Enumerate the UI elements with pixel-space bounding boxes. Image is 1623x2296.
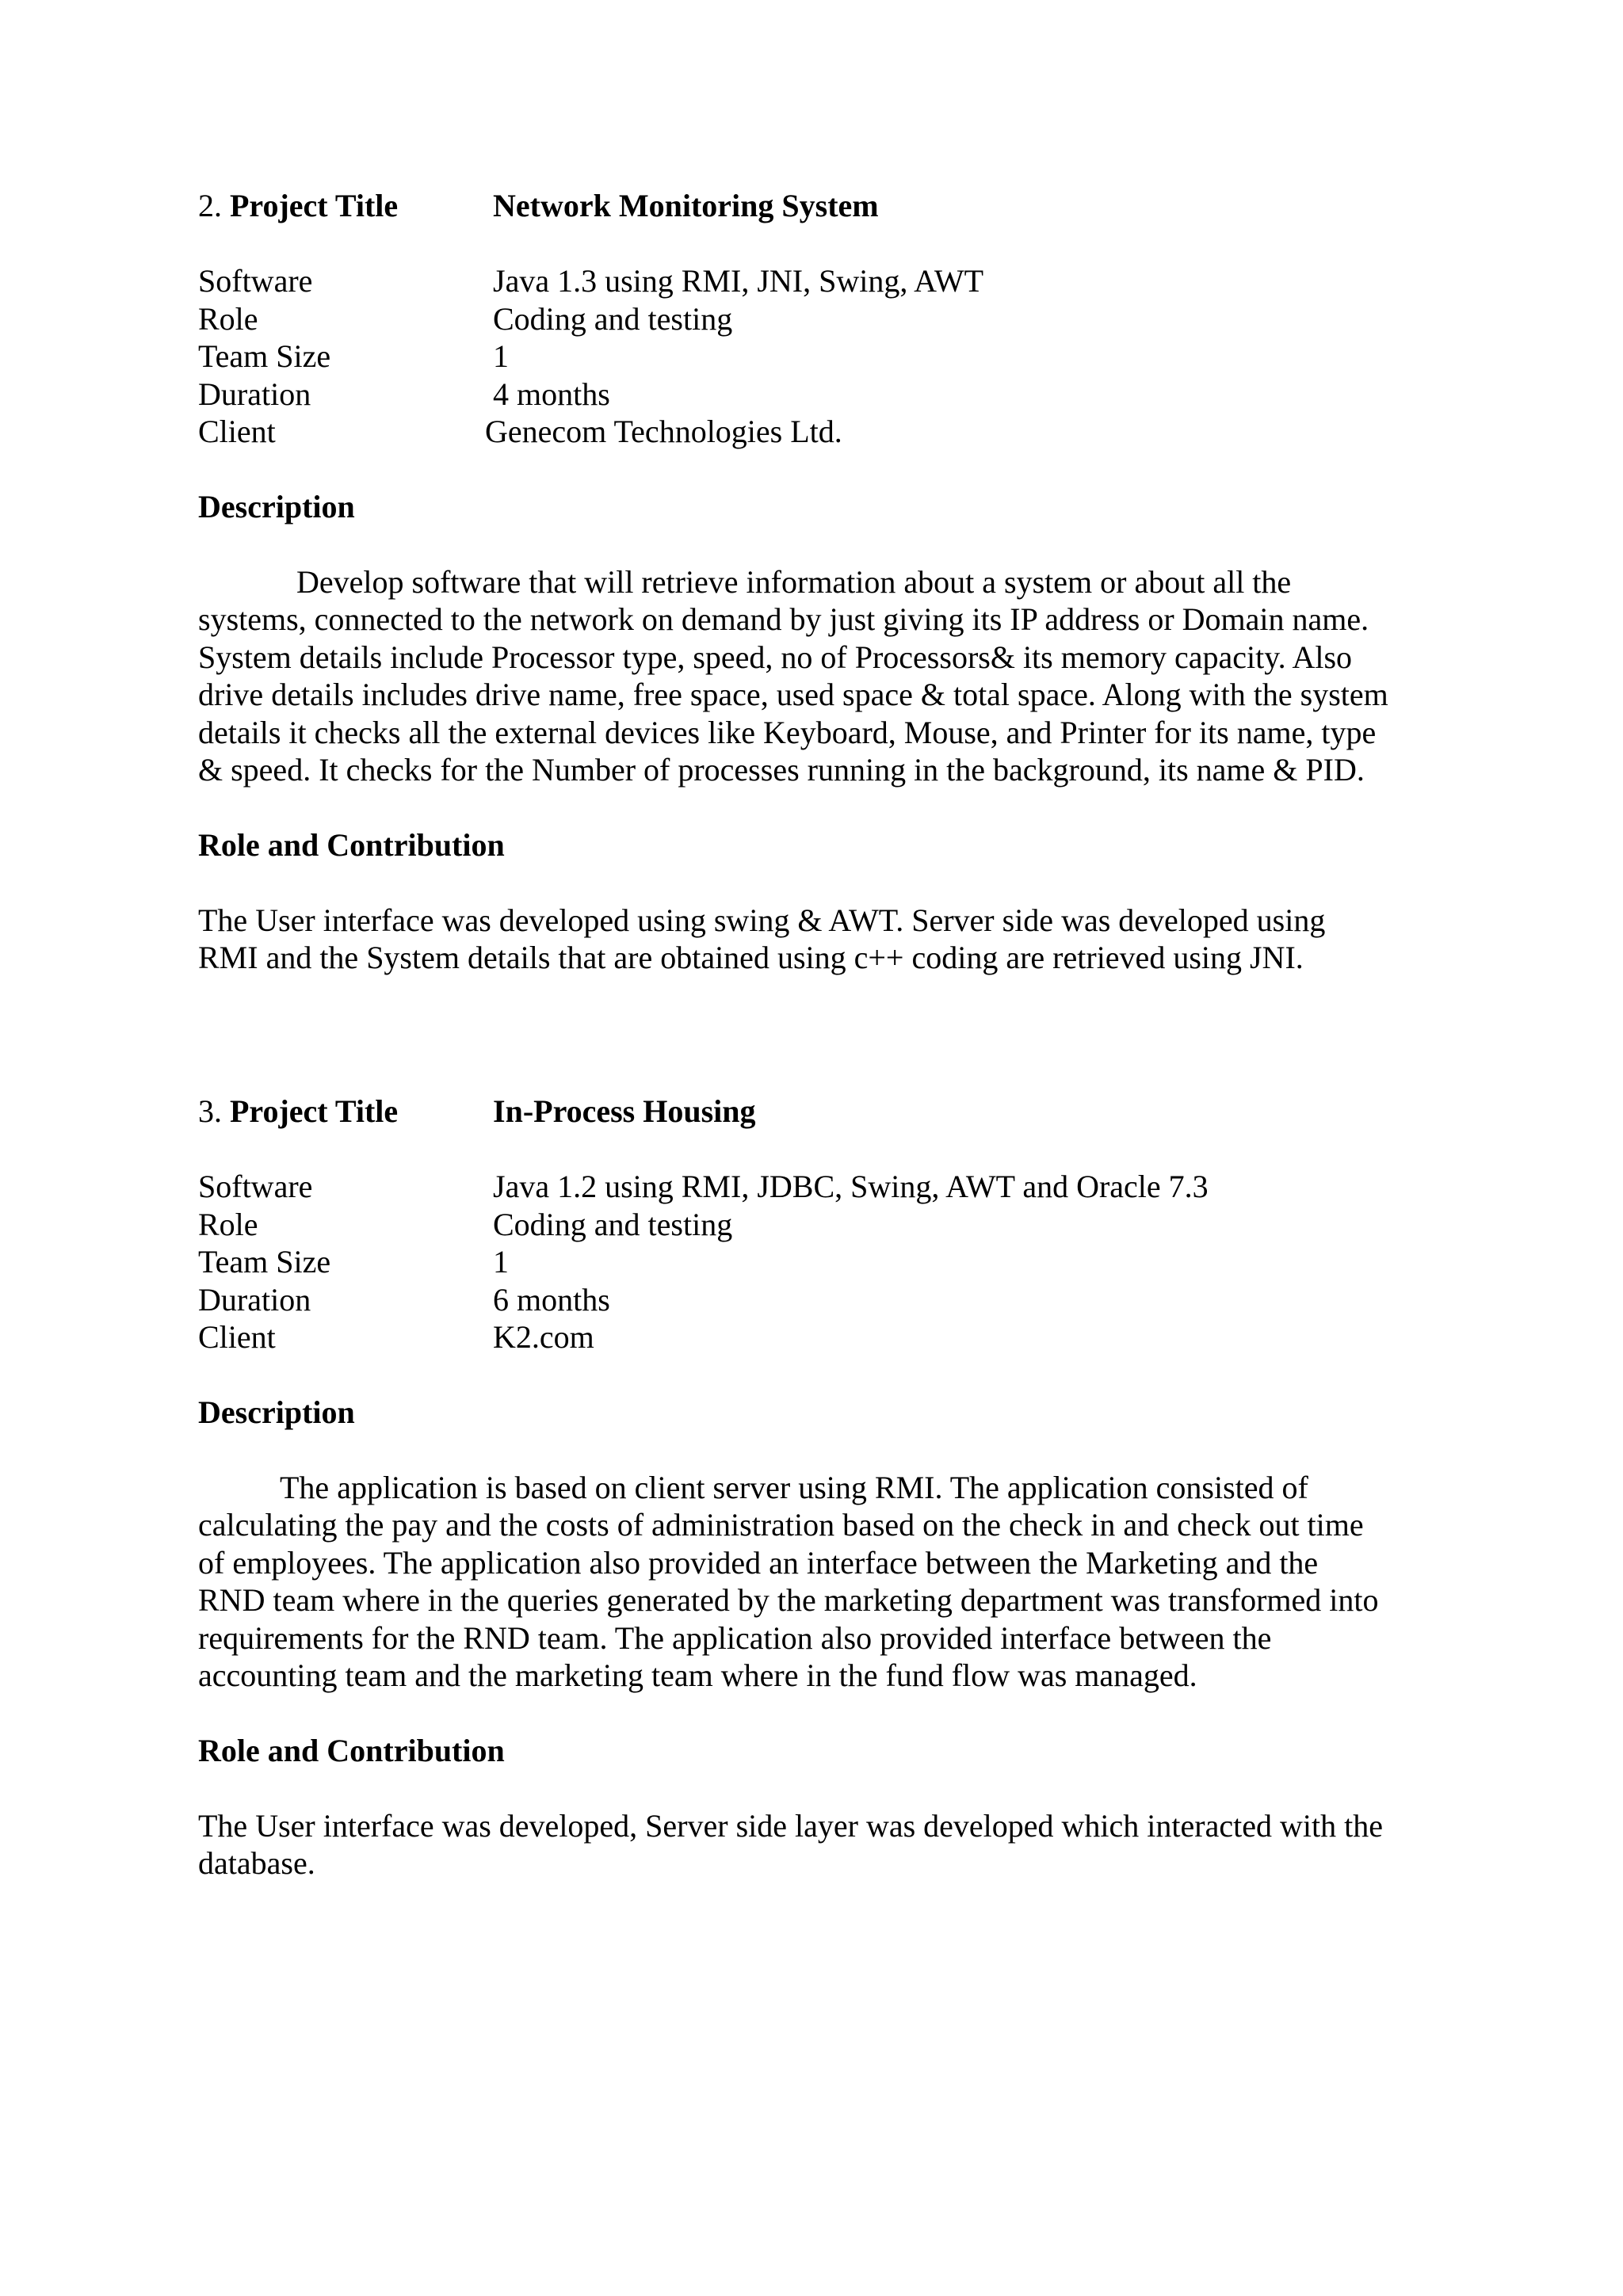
description-line: Develop software that will retrieve information about a system or about all the [296,563,1292,600]
description-line: requirements for the RND team. The application also provided interface between the [198,1619,1272,1656]
description-line: calculating the pay and the costs of administration based on the check in and check out time [198,1507,1364,1543]
project-number: 3. [198,1093,222,1129]
role-contribution-heading: Role and Contribution [198,826,505,863]
detail-label: Team Size [198,1244,331,1280]
detail-value: K2.com [493,1319,594,1355]
detail-label: Software [198,1169,313,1204]
role-line: database. [198,1845,315,1881]
project-title-value: Network Monitoring System [493,188,879,223]
role-line: RMI and the System details that are obtained using c++ coding are retrieved using JNI. [198,940,1304,975]
detail-value: 6 months [493,1281,610,1318]
detail-value: Coding and testing [493,1206,733,1242]
detail-value: Java 1.2 using RMI, JDBC, Swing, AWT and Oracle 7.3 [493,1169,1209,1204]
detail-row-team-size [198,338,1434,376]
project-title-row [198,187,1434,225]
detail-row-duration [198,1281,1434,1319]
description-paragraph [198,1469,1434,1695]
project-section-3 [198,1093,1434,1882]
description-heading: Description [198,488,355,524]
detail-row-duration [198,376,1434,414]
role-line: The User interface was developed using swing & AWT. Server side was developed using [198,902,1326,938]
description-line: details it checks all the external devices like Keyboard, Mouse, and Printer for its name, type [198,714,1377,750]
role-contribution-heading: Role and Contribution [198,1732,505,1768]
detail-row-software [198,262,1434,300]
detail-row-team-size [198,1243,1434,1281]
project-title-label-text: Project Title [230,188,399,223]
project-title-label-text: Project Title [230,1093,399,1129]
detail-value: 1 [493,338,509,374]
detail-row-client [198,1318,1434,1356]
project-details [198,262,1434,451]
detail-value: Java 1.3 using RMI, JNI, Swing, AWT [493,263,984,299]
detail-row-client [198,413,1434,451]
detail-value: Coding and testing [493,300,733,337]
description-line: of employees. The application also provided an interface between the Marketing and the [198,1544,1319,1581]
project-title-label [198,187,398,225]
project-number: 2. [198,188,222,223]
detail-label: Client [198,414,276,449]
project-title-value: In-Process Housing [493,1093,756,1129]
detail-label: Duration [198,376,311,412]
role-contribution-paragraph [198,1807,1434,1882]
detail-label: Client [198,1319,276,1355]
detail-row-role [198,1206,1434,1244]
role-contribution-paragraph [198,902,1434,977]
description-paragraph [198,563,1434,789]
detail-label: Role [198,300,258,337]
detail-label: Role [198,1206,258,1242]
detail-label: Software [198,263,313,299]
description-line: RND team where in the queries generated by the marketing department was transformed into [198,1582,1379,1618]
project-details [198,1168,1434,1356]
description-line: The application is based on client server using RMI. The application consisted of [280,1469,1308,1505]
description-heading: Description [198,1394,355,1430]
description-line: accounting team and the marketing team where in the fund flow was managed. [198,1657,1197,1693]
detail-row-software [198,1168,1434,1206]
detail-value: 4 months [493,376,610,412]
project-title-label [198,1093,398,1131]
role-line: The User interface was developed, Server side layer was developed which interacted with the [198,1807,1383,1844]
detail-value: 1 [493,1244,509,1280]
description-line: systems, connected to the network on demand by just giving its IP address or Domain name. [198,601,1369,637]
project-title-row [198,1093,1434,1131]
detail-label: Team Size [198,338,331,374]
description-line: & speed. It checks for the Number of processes running in the background, its name & PID. [198,752,1365,788]
detail-label: Duration [198,1281,311,1318]
detail-value: Genecom Technologies Ltd. [485,414,842,449]
project-section-2 [198,187,1434,977]
detail-row-role [198,300,1434,338]
description-line: drive details includes drive name, free space, used space & total space. Along with the system [198,677,1388,712]
description-line: System details include Processor type, speed, no of Processors& its memory capacity. Also [198,639,1353,675]
